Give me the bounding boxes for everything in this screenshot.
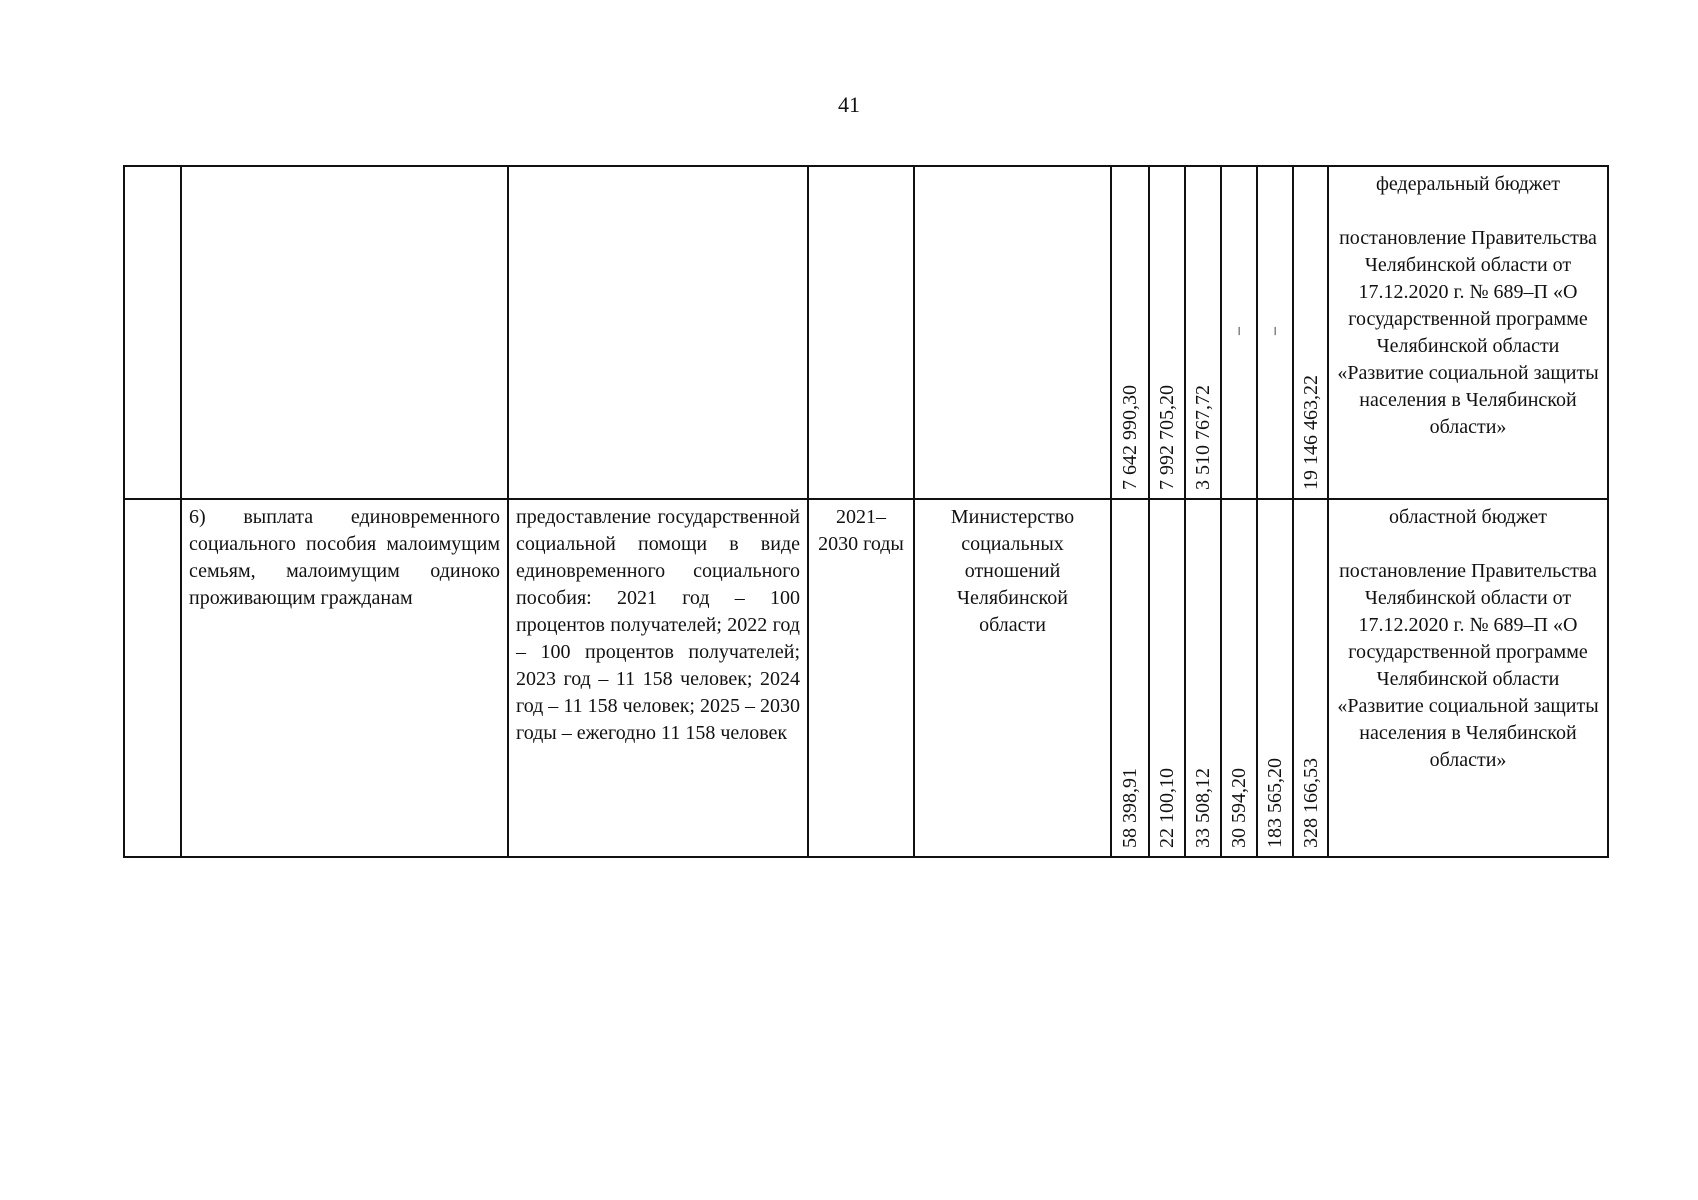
funding-source: федеральный бюджет	[1375, 173, 1561, 195]
funding-source: областной бюджет	[1388, 506, 1547, 528]
amount-cell	[1149, 499, 1185, 857]
amount-value: –	[1266, 327, 1283, 335]
table-row	[124, 499, 1608, 857]
amount-cell	[1257, 166, 1293, 499]
amount-cell	[1185, 166, 1221, 499]
amount-total-cell	[1293, 166, 1328, 499]
amount-cell	[1221, 499, 1257, 857]
indicator-cell: предоставление государственной социальной помощи в виде единовременного социального пособия: 2021 год – 100 процентов получателей; 2022 год – 100 процентов получателей; 2023 год – 11 158 человек; 2024 год – 11 158 человек; 2025 – 2030 годы – ежегодно 11 158 человек	[508, 499, 808, 857]
legal-basis: постановление Правительства Челябинской области от 17.12.2020 г. № 689–П «О государственной программе Челябинской области «Развитие социальной защиты населения в Челябинской области»	[1337, 560, 1599, 771]
amount-total-value: 19 146 463,22	[1299, 375, 1322, 490]
amount-value: 30 594,20	[1228, 768, 1250, 848]
period-cell	[808, 166, 914, 499]
amount-value: 7 642 990,30	[1119, 385, 1141, 490]
amount-value: 58 398,91	[1119, 768, 1141, 848]
row-number-cell	[124, 166, 181, 499]
amount-cell	[1221, 166, 1257, 499]
amount-cell	[1111, 499, 1149, 857]
row-number-cell	[124, 499, 181, 857]
indicator-cell	[508, 166, 808, 499]
amount-cell	[1257, 499, 1293, 857]
executor-cell	[914, 166, 1111, 499]
amount-total-cell	[1293, 499, 1328, 857]
measure-cell: 6) выплата единовременного социального пособия малоимущим семьям, малоимущим одиноко проживающим гражданам	[181, 499, 508, 857]
period-cell: 2021– 2030 годы	[808, 499, 914, 857]
amount-total-value: 328 166,53	[1299, 758, 1322, 848]
amount-cell	[1111, 166, 1149, 499]
funding-cell	[1328, 166, 1608, 499]
page-number: 41	[838, 92, 860, 117]
legal-basis: постановление Правительства Челябинской области от 17.12.2020 г. № 689–П «О государственной программе Челябинской области «Развитие социальной защиты населения в Челябинской области»	[1337, 227, 1599, 438]
amount-value: 22 100,10	[1156, 768, 1178, 848]
amount-cell	[1149, 166, 1185, 499]
amount-value: 3 510 767,72	[1192, 385, 1214, 490]
amount-value: 183 565,20	[1264, 758, 1286, 848]
executor-cell: Министерство социальных отношений Челябинской области	[914, 499, 1111, 857]
amount-value: 33 508,12	[1192, 768, 1214, 848]
table-row	[124, 166, 1608, 499]
funding-cell	[1328, 499, 1608, 857]
amount-value: –	[1230, 327, 1247, 335]
amount-value: 7 992 705,20	[1156, 385, 1178, 490]
amount-cell	[1185, 499, 1221, 857]
program-table	[123, 165, 1609, 858]
measure-cell	[181, 166, 508, 499]
